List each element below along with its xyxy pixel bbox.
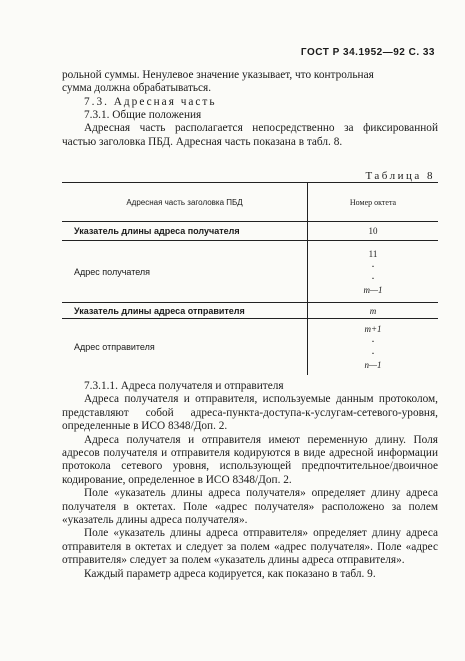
paragraph-1: Адреса получателя и отправителя, используемые данным протоколом, представляют собой адреса-пункта-доступа-к-услугам-сетевого-уровня, определенные в ИСО 8348/Доп. 2. — [62, 393, 438, 433]
paragraph-5: Каждый параметр адреса кодируется, как показано в табл. 9. — [84, 567, 376, 580]
table-row — [62, 241, 438, 303]
paragraph-3: Поле «указатель длины адреса получателя» определяет длину адреса получателя в октетах. Поле «адрес получателя» расположено за полем «указатель длины адреса получателя». — [62, 487, 438, 527]
row-octets: 10 — [308, 222, 439, 241]
section-7-3-1-title: 7.3.1. Общие положения — [84, 109, 202, 121]
intro-line-2: сумма должна обрабатываться. — [62, 82, 212, 95]
section-7-3-1-paragraph: Адресная часть располагается непосредственно за фиксированной частью заголовка ПБД. Адресная часть показана в табл. 8. — [62, 122, 438, 148]
paragraph-4: Поле «указатель длины адреса отправителя» определяет длину адреса отправителя в октетах и следует за полем «адрес получателя». Поле «адрес отправителя» следует за полем «указатель длины адреса отправителя». — [62, 527, 438, 567]
table-row — [62, 303, 438, 319]
section-7-3-title: 7.3. Адресная часть — [84, 96, 217, 108]
row-label: Указатель длины адреса получателя — [62, 222, 308, 241]
intro-line-1: рольной суммы. Ненулевое значение указывает, что контрольная — [62, 69, 374, 81]
intro-paragraph — [62, 69, 438, 96]
table-8-col1-header: Адресная часть заголовка ПБД — [62, 183, 308, 222]
row-label: Адрес отправителя — [74, 341, 155, 352]
table-8 — [62, 182, 438, 375]
table-row — [62, 319, 438, 375]
row-octets: 11 · · m—1 — [308, 241, 439, 303]
table-8-col2-header: Номер октета — [308, 183, 439, 222]
row-octets: m+1 · · n—1 — [308, 319, 439, 375]
row-label: Адрес получателя — [74, 266, 151, 277]
section-7-3-1-1-title: 7.3.1.1. Адреса получателя и отправителя — [84, 380, 284, 392]
paragraph-2: Адреса получателя и отправителя имеют переменную длину. Поля адресов получателя и отправителя кодируются в виде адресной информации протокола сетевого уровня, использующей предпочтительное/двоичное кодирование, определенное в ИСО 8348/Доп. 2. — [62, 433, 438, 486]
section-7-3-1-1 — [62, 380, 438, 581]
section-7-3 — [62, 96, 438, 109]
row-label: Указатель длины адреса отправителя — [62, 303, 308, 319]
table-8-caption: Таблица 8 — [365, 170, 435, 182]
row-octets: m — [308, 303, 439, 319]
section-7-3-1 — [62, 109, 438, 149]
table-row — [62, 222, 438, 241]
page-header: ГОСТ Р 34.1952—92 С. 33 — [300, 47, 435, 58]
